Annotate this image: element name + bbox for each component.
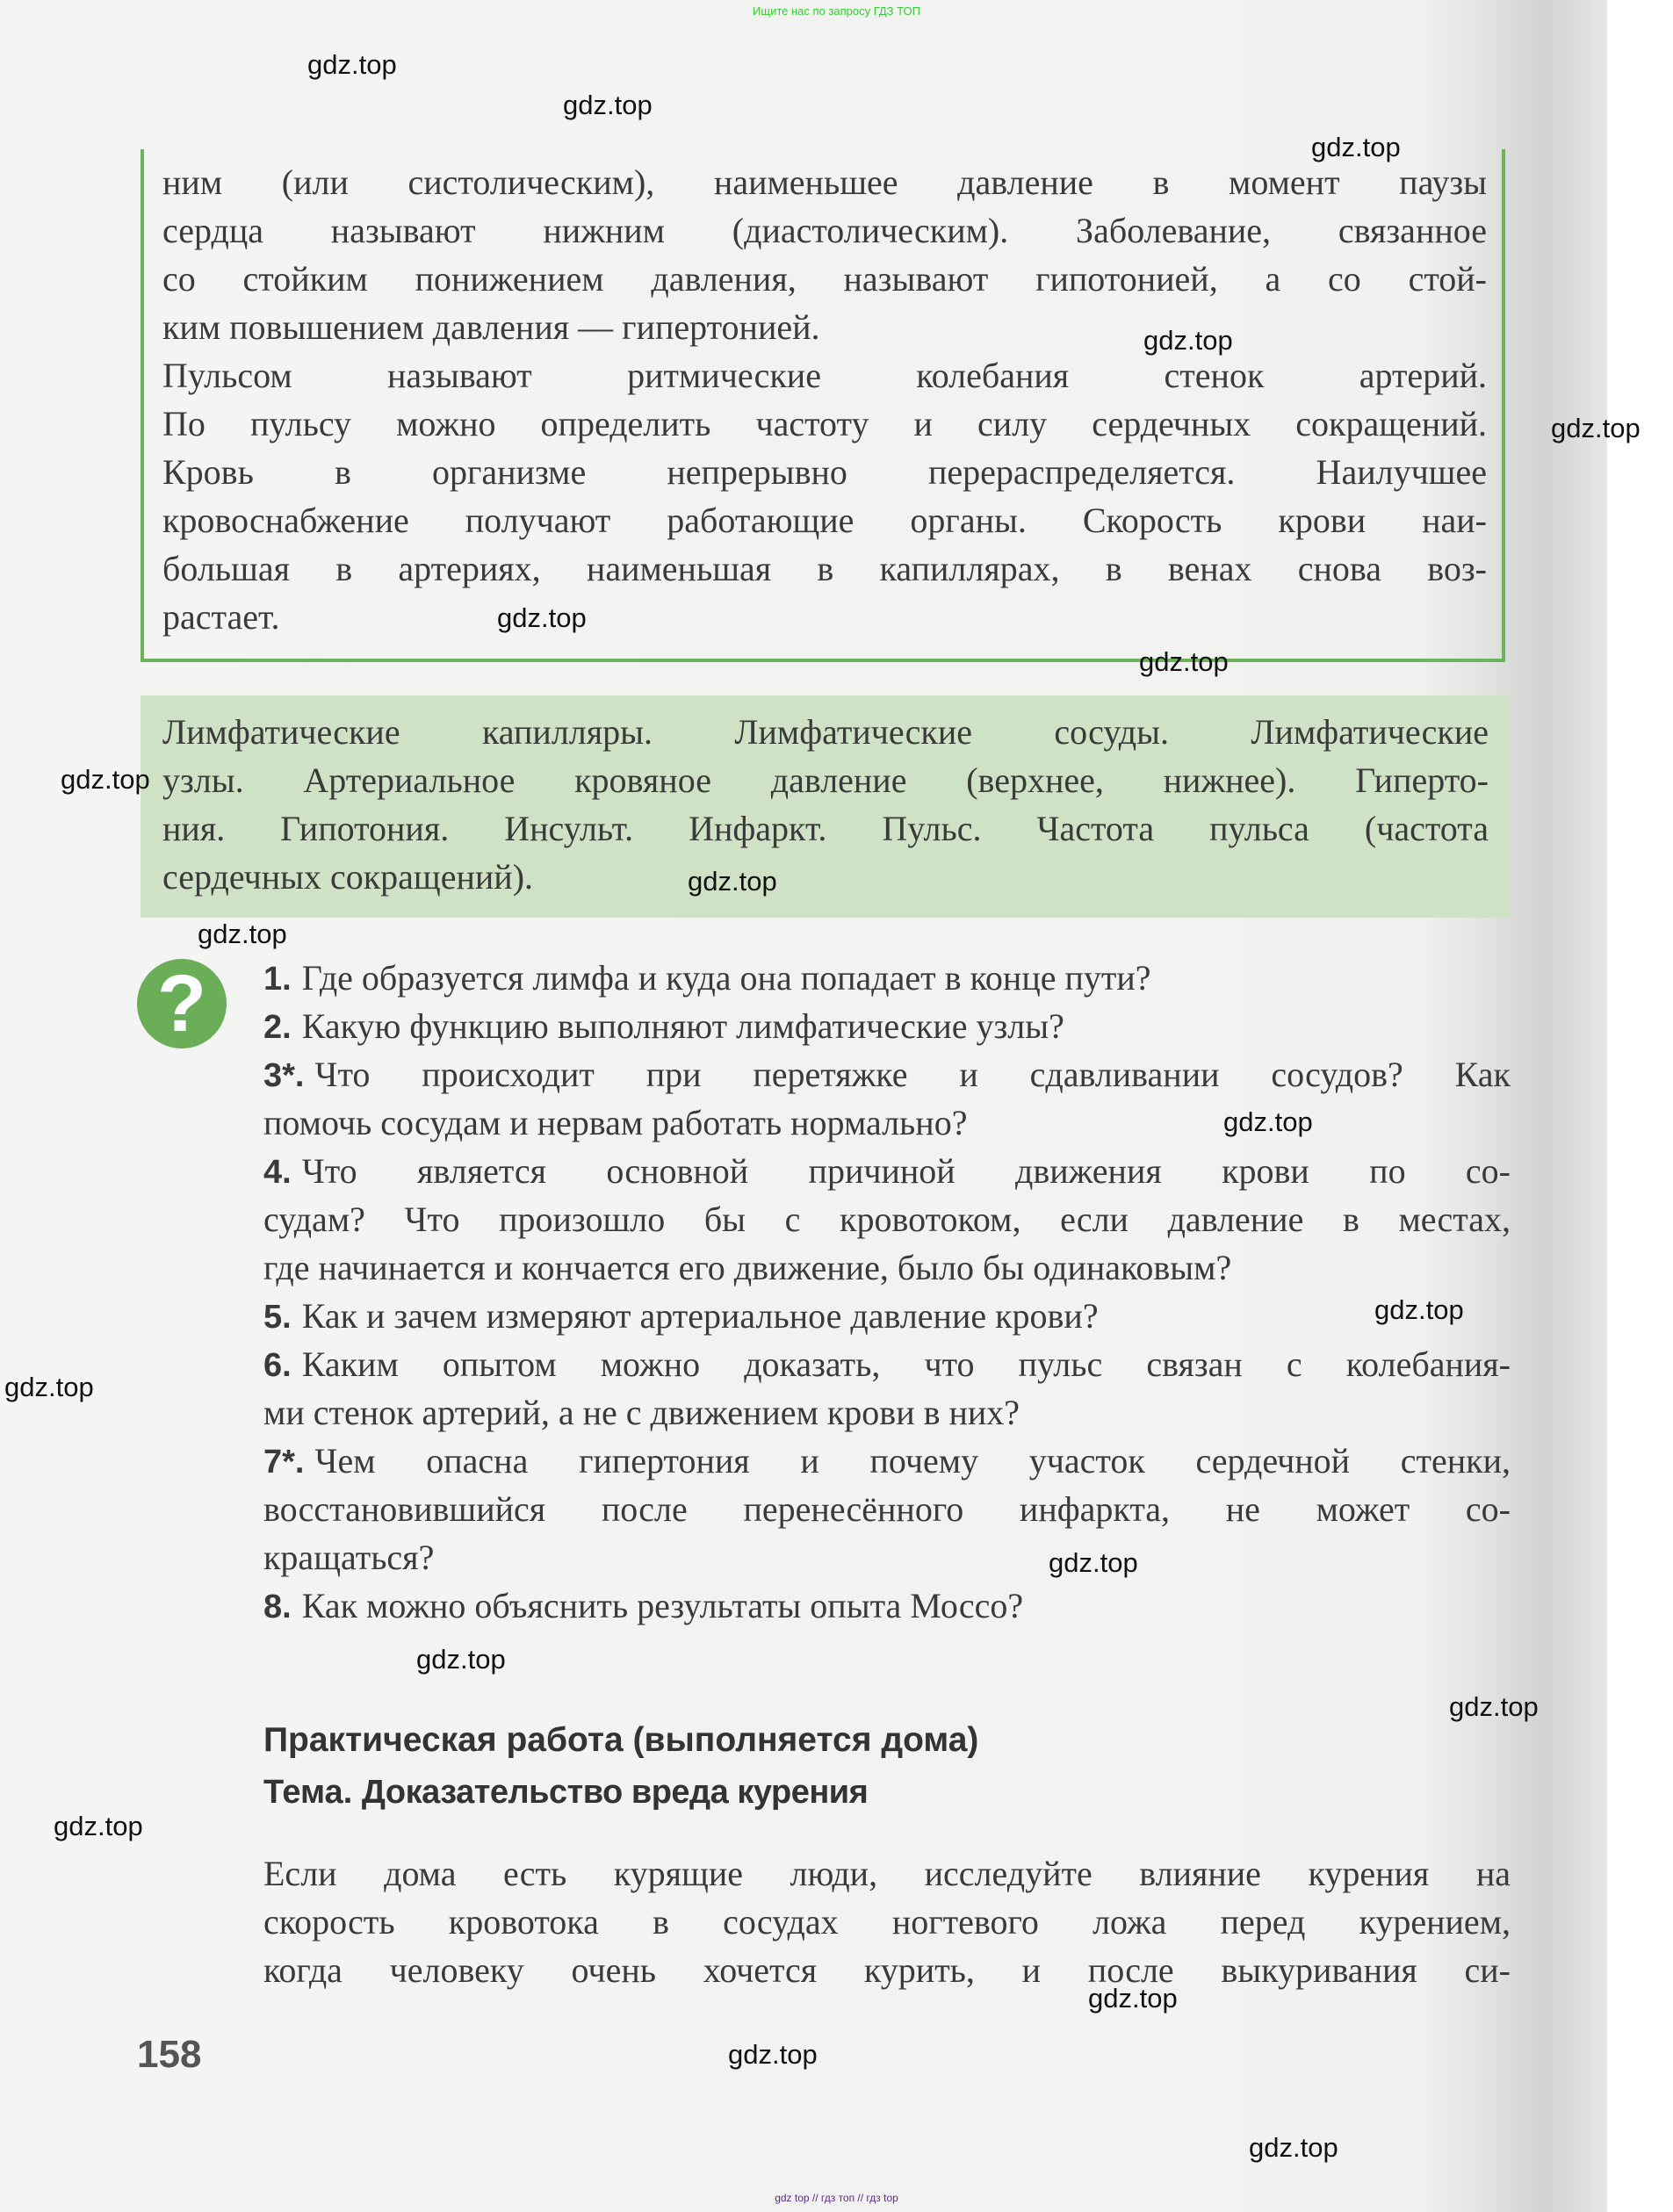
text-line: растает.	[162, 597, 280, 637]
watermark-text: gdz.top	[688, 866, 777, 897]
watermark-text: gdz.top	[54, 1811, 143, 1841]
question-text: Каким опытом можно доказать, что пульс связан с колебания-	[301, 1344, 1511, 1384]
text-line: Лимфатические капилляры. Лимфатические сосуды. Лимфатические	[162, 712, 1489, 752]
question-number: 2.	[263, 1009, 292, 1046]
topic-text: Доказательство вреда курения	[361, 1774, 869, 1811]
question-line	[263, 1485, 1511, 1533]
text-line: ним (или систолическим), наименьшее давление в момент паузы	[162, 162, 1487, 202]
question-line	[263, 1050, 1511, 1099]
question-line	[263, 1340, 1511, 1388]
watermark-text: gdz.top	[1374, 1294, 1464, 1325]
watermark-text: gdz.top	[1143, 325, 1233, 356]
question-text: Какую функцию выполняют лимфатические узлы?	[301, 1006, 1064, 1046]
text-line: По пульсу можно определить частоту и силу сердечных сокращений.	[162, 404, 1487, 443]
question-mark-icon: ?	[137, 959, 227, 1048]
question-line	[263, 1437, 1511, 1485]
watermark-text: gdz.top	[198, 919, 287, 949]
question-text: Как и зачем измеряют артериальное давление крови?	[301, 1296, 1099, 1336]
watermark-text: gdz.top	[307, 49, 397, 80]
watermark-text: gdz.top	[497, 602, 587, 633]
key-terms-text	[162, 708, 1489, 901]
topic-label: Тема.	[263, 1774, 353, 1811]
watermark-text: gdz.top	[1223, 1106, 1313, 1137]
text-line: ким повышением давления — гипертонией.	[162, 307, 820, 347]
text-line: Пульсом называют ритмические колебания стенок артерий.	[162, 356, 1487, 395]
text-line: сердца называют нижним (диастолическим). Заболевание, связанное	[162, 211, 1487, 250]
watermark-text: gdz.top	[563, 90, 653, 120]
practical-work-title: Практическая работа (выполняется дома)	[263, 1721, 979, 1759]
question-line	[263, 1002, 1511, 1050]
question-text: помочь сосудам и нервам работать нормально?	[263, 1103, 968, 1142]
watermark-text: gdz.top	[1088, 1983, 1178, 2014]
watermark-text: gdz.top	[1449, 1691, 1539, 1722]
question-number: 1.	[263, 961, 292, 998]
question-line	[263, 954, 1511, 1002]
summary-text	[162, 158, 1487, 641]
question-line	[263, 1292, 1511, 1340]
watermark-text: gdz.top	[1249, 2132, 1338, 2163]
question-line	[263, 1147, 1511, 1195]
questions-list	[263, 954, 1511, 1630]
watermark-text: gdz.top	[61, 764, 150, 795]
question-number: 7*.	[263, 1444, 305, 1481]
question-line	[263, 1533, 1511, 1582]
page-number: 158	[137, 2033, 202, 2076]
question-text: Что происходит при перетяжке и сдавливании сосудов? Как	[314, 1055, 1511, 1094]
text-line: большая в артериях, наименьшая в капиллярах, в венах снова воз-	[162, 549, 1487, 588]
text-line: сердечных сокращений).	[162, 857, 534, 897]
question-text: Что является основной причиной движения крови по со-	[301, 1151, 1511, 1191]
text-line: ния. Гипотония. Инсульт. Инфаркт. Пульс. Частота пульса (частота	[162, 809, 1489, 848]
text-line: скорость кровотока в сосудах ногтевого ложа перед курением,	[263, 1902, 1511, 1942]
text-line: узлы. Артериальное кровяное давление (верхнее, нижнее). Гиперто-	[162, 760, 1489, 800]
text-line: со стойким понижением давления, называют гипотонией, а со стой-	[162, 259, 1487, 299]
text-line: Кровь в организме непрерывно перераспределяется. Наилучшее	[162, 452, 1487, 492]
question-number: 6.	[263, 1347, 292, 1384]
question-line	[263, 1099, 1511, 1147]
text-line: Если дома есть курящие люди, исследуйте влияние курения на	[263, 1854, 1511, 1893]
watermark-text: gdz.top	[1139, 646, 1229, 677]
watermark-text: gdz.top	[416, 1644, 506, 1675]
question-number: 5.	[263, 1299, 292, 1336]
question-text: восстановившийся после перенесённого инфаркта, не может со-	[263, 1489, 1511, 1529]
question-number: 3*.	[263, 1057, 305, 1094]
question-text: Где образуется лимфа и куда она попадает в конце пути?	[301, 958, 1151, 998]
text-line: когда человеку очень хочется курить, и после выкуривания си-	[263, 1950, 1511, 1990]
top-search-note: Ищите нас по запросу ГДЗ ТОП	[753, 4, 920, 18]
question-line	[263, 1582, 1511, 1630]
question-line	[263, 1243, 1511, 1292]
text-line: кровоснабжение получают работающие органы. Скорость крови наи-	[162, 501, 1487, 540]
question-number: 8.	[263, 1589, 292, 1625]
watermark-text: gdz.top	[1311, 132, 1401, 162]
question-text: судам? Что произошло бы с кровотоком, если давление в местах,	[263, 1200, 1511, 1239]
watermark-text: gdz.top	[4, 1372, 94, 1402]
bottom-note: gdz top // гдз топ // гдз top	[775, 2192, 898, 2204]
question-text: Как можно объяснить результаты опыта Моссо?	[301, 1586, 1024, 1625]
practical-work-text	[263, 1849, 1511, 1994]
question-text: Чем опасна гипертония и почему участок сердечной стенки,	[314, 1441, 1511, 1481]
question-line	[263, 1195, 1511, 1243]
question-text: кращаться?	[263, 1538, 435, 1577]
watermark-text: gdz.top	[1551, 413, 1641, 443]
question-text: ми стенок артерий, а не с движением крови в них?	[263, 1393, 1020, 1432]
watermark-text: gdz.top	[728, 2039, 818, 2070]
watermark-text: gdz.top	[1049, 1547, 1138, 1578]
question-line	[263, 1388, 1511, 1437]
practical-work-topic	[263, 1774, 868, 1812]
question-text: где начинается и кончается его движение, было бы одинаковым?	[263, 1248, 1232, 1287]
question-number: 4.	[263, 1154, 292, 1191]
